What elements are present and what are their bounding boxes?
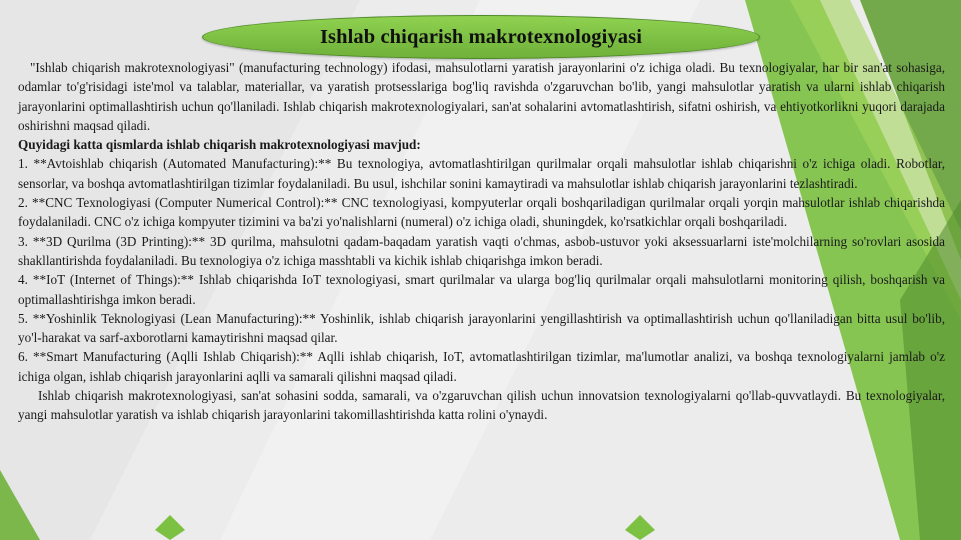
list-item: 4. **IoT (Internet of Things):** Ishlab chiqarishda IoT texnologiyasi, smart qurilmalar va ularga bog'liq qurilmalar orqali mahsulotlarni monitoring qilish, boshqarish va optimallashtirishga imkon beradi. — [18, 272, 945, 307]
list-item: 1. **Avtoishlab chiqarish (Automated Manufacturing):** Bu texnologiya, avtomatlashtirilgan qurilmalar orqali mahsulotlar ishlab chiqarishni o'z ichiga oladi. Robotlar, sensorlar, va boshqa avtomatlashtirilgan tizimlar foydalaniladi. Bu usul, ishchilar sonini kamaytiradi va mahsulotlar ishlab chiqarish jarayonlarini tezlashtiradi. — [18, 156, 945, 191]
list-item: 5. **Yoshinlik Teknologiyasi (Lean Manufacturing):** Yoshinlik, ishlab chiqarish jarayonlarini yengillashtirish va optimallashtirish uchun qo'llaniladigan bitta usul bo'lib, yo'l-harakat va sarf-axborotlarni kamaytirishni maqsad qilar. — [18, 310, 945, 346]
list-item: 2. **CNC Texnologiyasi (Computer Numerical Control):** CNC texnologiyasi, kompyuterlar orqali boshqariladigan qurilmalar orqali yorqin mahsulotlar ishlab chiqarishda foydalaniladi. CNC o'z ichiga kompyuter tizimini va ba'zi yo'nalishlarni (numeral) o'z ichiga oladi, shuningdek, ko'rsatkichlar orqali boshqariladi. — [18, 195, 945, 230]
slide-title: Ishlab chiqarish makrotexnologiyasi — [319, 25, 643, 48]
list-item: 3. **3D Qurilma (3D Printing):** 3D qurilma, mahsulotni qadam-baqadam yaratish vaqti o'chmas, asbob-ustuvor yoki aksessuarlarni iste'molchilarning so'rovlari asosida shakllantirishda foydalaniladi. Bu texnologiya o'z ichiga masshtabli va kichik ishlab chiqarishga imkon beradi. — [18, 233, 945, 268]
closing-paragraph: Ishlab chiqarish makrotexnologiyasi, san'at sohasini sodda, samarali, va o'zgaruvchan qilish uchun innovatsion texnologiyalarni qo'llab-quvvatlaydi. Bu texnologiyalar, yangi mahsulotlar yaratish va ishlab chiqarish jarayonlarini takomillashtirishda katta rolini o'ynaydi. — [18, 388, 945, 423]
title-banner — [202, 15, 760, 59]
intro-paragraph: "Ishlab chiqarish makrotexnologiyasi" (manufacturing technology) ifodasi, mahsulotlarni yaratish jarayonlarini o'z ichiga oladi. Bu texnologiyalar, har bir san'at sohasiga, odamlar to'g'risidagi iste'mol va talablar, materiallar, va yaratish protsesslariga bog'liq ravishda o'zgaruvchan bo'lib, yangi mahsulotlar yaratish va ularni ishlab chiqarish jarayonlarini optimallashtirish uchun qo'llaniladi. Ishlab chiqarish makrotexnologiyalari, san'at sohalarini avtomatlashtirish, sifatni oshirish, va ehtiyotkorlikni yuqori darajada oshirishni maqsad qiladi. — [18, 60, 945, 133]
subheading: Quyidagi katta qismlarda ishlab chiqarish makrotexnologiyasi mavjud: — [18, 137, 421, 153]
list-item: 6. **Smart Manufacturing (Aqlli Ishlab Chiqarish):** Aqlli ishlab chiqarish, IoT, avtomatlashtirilgan tizimlar, ma'lumotlar analizi, va boshqa texnologiyalarni jamlab o'z ichiga olgan, ishlab chiqarish jarayonlarini aqlli va samarali qilishni maqsad qiladi. — [18, 349, 945, 384]
slide-body — [18, 58, 945, 425]
